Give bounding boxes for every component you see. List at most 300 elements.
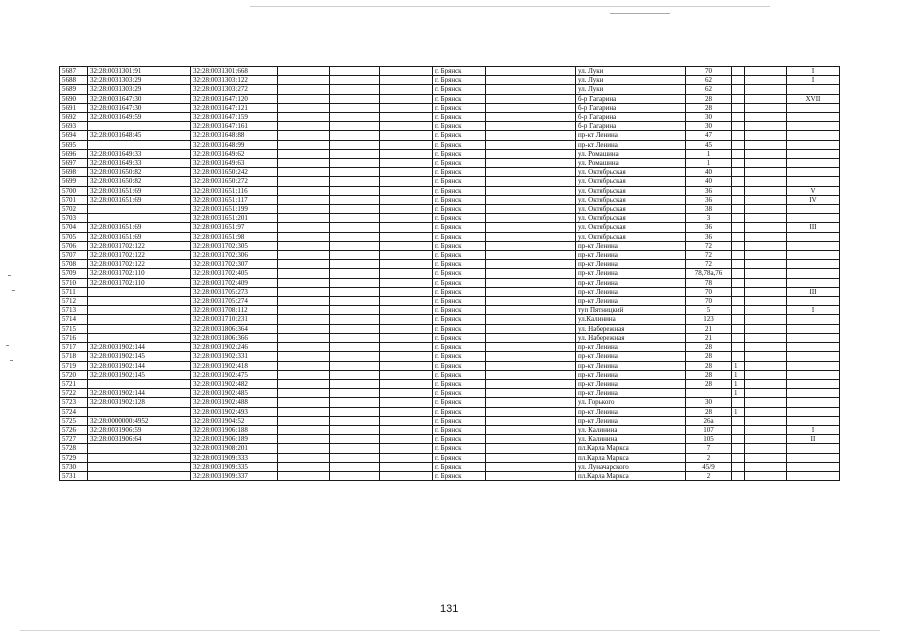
house-number-cell: 1 bbox=[686, 159, 732, 168]
margin-mark bbox=[12, 290, 15, 291]
empty-cell bbox=[745, 214, 787, 223]
house-number-cell: 36 bbox=[686, 195, 732, 204]
premises-numeral-cell bbox=[787, 324, 840, 333]
empty-cell bbox=[486, 260, 576, 269]
empty-cell bbox=[745, 333, 787, 342]
flag-cell bbox=[732, 122, 745, 131]
empty-cell bbox=[380, 76, 433, 85]
empty-cell bbox=[486, 168, 576, 177]
object-cadastral-number-cell: 32:28:0031651:117 bbox=[191, 195, 278, 204]
premises-numeral-cell: I bbox=[787, 76, 840, 85]
street-cell: пр-кт Ленина bbox=[576, 416, 686, 425]
row-number-cell: 5699 bbox=[60, 177, 88, 186]
land-cadastral-number-cell: 32:28:0031902:145 bbox=[88, 370, 191, 379]
empty-cell bbox=[380, 471, 433, 480]
row-number-cell: 5718 bbox=[60, 352, 88, 361]
empty-cell bbox=[745, 315, 787, 324]
empty-cell bbox=[330, 462, 380, 471]
object-cadastral-number-cell: 32:28:0031301:668 bbox=[191, 67, 278, 76]
empty-cell bbox=[745, 177, 787, 186]
flag-cell: 1 bbox=[732, 361, 745, 370]
empty-cell bbox=[380, 149, 433, 158]
empty-cell bbox=[745, 352, 787, 361]
table-row bbox=[60, 269, 840, 278]
flag-cell bbox=[732, 85, 745, 94]
premises-numeral-cell bbox=[787, 113, 840, 122]
object-cadastral-number-cell: 32:28:0031648:99 bbox=[191, 140, 278, 149]
row-number-cell: 5726 bbox=[60, 425, 88, 434]
object-cadastral-number-cell: 32:28:0031651:199 bbox=[191, 205, 278, 214]
empty-cell bbox=[278, 168, 330, 177]
table-row bbox=[60, 407, 840, 416]
empty-cell bbox=[486, 85, 576, 94]
city-cell: г. Брянск bbox=[433, 251, 486, 260]
premises-numeral-cell bbox=[787, 103, 840, 112]
flag-cell bbox=[732, 471, 745, 480]
house-number-cell: 26а bbox=[686, 416, 732, 425]
empty-cell bbox=[745, 195, 787, 204]
object-cadastral-number-cell: 32:28:0031649:63 bbox=[191, 159, 278, 168]
registry-table-body bbox=[60, 67, 840, 481]
land-cadastral-number-cell: 32:28:0031650:82 bbox=[88, 168, 191, 177]
premises-numeral-cell bbox=[787, 379, 840, 388]
table-row bbox=[60, 361, 840, 370]
row-number-cell: 5691 bbox=[60, 103, 88, 112]
row-number-cell: 5697 bbox=[60, 159, 88, 168]
object-cadastral-number-cell: 32:28:0031303:272 bbox=[191, 85, 278, 94]
street-cell: ул. Ромашина bbox=[576, 149, 686, 158]
premises-numeral-cell bbox=[787, 398, 840, 407]
empty-cell bbox=[278, 315, 330, 324]
house-number-cell: 28 bbox=[686, 379, 732, 388]
house-number-cell: 105 bbox=[686, 435, 732, 444]
land-cadastral-number-cell: 32:28:0031651:69 bbox=[88, 232, 191, 241]
registry-table bbox=[59, 66, 840, 481]
empty-cell bbox=[380, 416, 433, 425]
empty-cell bbox=[278, 232, 330, 241]
street-cell: ул. Октябрьская bbox=[576, 195, 686, 204]
empty-cell bbox=[330, 241, 380, 250]
table-row bbox=[60, 278, 840, 287]
street-cell: ул. Октябрьская bbox=[576, 186, 686, 195]
house-number-cell: 2 bbox=[686, 453, 732, 462]
object-cadastral-number-cell: 32:28:0031902:488 bbox=[191, 398, 278, 407]
empty-cell bbox=[486, 269, 576, 278]
object-cadastral-number-cell: 32:28:0031705:274 bbox=[191, 297, 278, 306]
empty-cell bbox=[745, 453, 787, 462]
empty-cell bbox=[745, 269, 787, 278]
table-row bbox=[60, 177, 840, 186]
row-number-cell: 5723 bbox=[60, 398, 88, 407]
table-row bbox=[60, 352, 840, 361]
house-number-cell: 72 bbox=[686, 260, 732, 269]
row-number-cell: 5703 bbox=[60, 214, 88, 223]
house-number-cell: 7 bbox=[686, 444, 732, 453]
empty-cell bbox=[486, 76, 576, 85]
street-cell: пр-кт Ленина bbox=[576, 407, 686, 416]
street-cell: ул.Калинина bbox=[576, 315, 686, 324]
row-number-cell: 5702 bbox=[60, 205, 88, 214]
empty-cell bbox=[745, 223, 787, 232]
empty-cell bbox=[745, 416, 787, 425]
street-cell: ул. Набережная bbox=[576, 333, 686, 342]
empty-cell bbox=[486, 425, 576, 434]
table-row bbox=[60, 389, 840, 398]
row-number-cell: 5717 bbox=[60, 343, 88, 352]
street-cell: ул. Октябрьская bbox=[576, 223, 686, 232]
empty-cell bbox=[745, 425, 787, 434]
empty-cell bbox=[486, 398, 576, 407]
flag-cell bbox=[732, 287, 745, 296]
city-cell: г. Брянск bbox=[433, 76, 486, 85]
empty-cell bbox=[330, 195, 380, 204]
empty-cell bbox=[278, 159, 330, 168]
empty-cell bbox=[745, 186, 787, 195]
land-cadastral-number-cell bbox=[88, 471, 191, 480]
city-cell: г. Брянск bbox=[433, 352, 486, 361]
empty-cell bbox=[380, 315, 433, 324]
empty-cell bbox=[745, 67, 787, 76]
house-number-cell bbox=[686, 389, 732, 398]
empty-cell bbox=[278, 352, 330, 361]
land-cadastral-number-cell: 32:28:0031303:29 bbox=[88, 85, 191, 94]
table-row bbox=[60, 232, 840, 241]
row-number-cell: 5713 bbox=[60, 306, 88, 315]
empty-cell bbox=[278, 251, 330, 260]
empty-cell bbox=[330, 168, 380, 177]
empty-cell bbox=[486, 333, 576, 342]
row-number-cell: 5722 bbox=[60, 389, 88, 398]
flag-cell: 1 bbox=[732, 370, 745, 379]
empty-cell bbox=[380, 251, 433, 260]
empty-cell bbox=[745, 343, 787, 352]
premises-numeral-cell bbox=[787, 453, 840, 462]
empty-cell bbox=[330, 269, 380, 278]
flag-cell bbox=[732, 278, 745, 287]
street-cell: пр-кт Ленина bbox=[576, 379, 686, 388]
flag-cell bbox=[732, 241, 745, 250]
object-cadastral-number-cell: 32:28:0031908:201 bbox=[191, 444, 278, 453]
street-cell: ул. Октябрьская bbox=[576, 232, 686, 241]
empty-cell bbox=[486, 379, 576, 388]
flag-cell bbox=[732, 214, 745, 223]
premises-numeral-cell: IV bbox=[787, 195, 840, 204]
premises-numeral-cell bbox=[787, 407, 840, 416]
land-cadastral-number-cell bbox=[88, 379, 191, 388]
object-cadastral-number-cell: 32:28:0031651:116 bbox=[191, 186, 278, 195]
object-cadastral-number-cell: 32:28:0031909:333 bbox=[191, 453, 278, 462]
empty-cell bbox=[278, 122, 330, 131]
street-cell: пр-кт Ленина bbox=[576, 389, 686, 398]
empty-cell bbox=[330, 435, 380, 444]
row-number-cell: 5704 bbox=[60, 223, 88, 232]
city-cell: г. Брянск bbox=[433, 462, 486, 471]
object-cadastral-number-cell: 32:28:0031650:272 bbox=[191, 177, 278, 186]
premises-numeral-cell bbox=[787, 205, 840, 214]
empty-cell bbox=[330, 67, 380, 76]
table-row bbox=[60, 379, 840, 388]
empty-cell bbox=[278, 269, 330, 278]
house-number-cell: 30 bbox=[686, 122, 732, 131]
house-number-cell: 45/9 bbox=[686, 462, 732, 471]
city-cell: г. Брянск bbox=[433, 416, 486, 425]
premises-numeral-cell bbox=[787, 214, 840, 223]
empty-cell bbox=[486, 287, 576, 296]
table-row bbox=[60, 435, 840, 444]
flag-cell bbox=[732, 140, 745, 149]
empty-cell bbox=[330, 287, 380, 296]
premises-numeral-cell bbox=[787, 278, 840, 287]
empty-cell bbox=[745, 113, 787, 122]
empty-cell bbox=[486, 177, 576, 186]
street-cell: пр-кт Ленина bbox=[576, 287, 686, 296]
street-cell: б-р Гагарина bbox=[576, 103, 686, 112]
row-number-cell: 5725 bbox=[60, 416, 88, 425]
empty-cell bbox=[278, 425, 330, 434]
street-cell: пл.Карла Маркса bbox=[576, 453, 686, 462]
street-cell: пр-кт Ленина bbox=[576, 269, 686, 278]
empty-cell bbox=[486, 103, 576, 112]
empty-cell bbox=[330, 444, 380, 453]
city-cell: г. Брянск bbox=[433, 67, 486, 76]
object-cadastral-number-cell: 32:28:0031705:273 bbox=[191, 287, 278, 296]
city-cell: г. Брянск bbox=[433, 297, 486, 306]
street-cell: ул. Луки bbox=[576, 85, 686, 94]
city-cell: г. Брянск bbox=[433, 389, 486, 398]
empty-cell bbox=[745, 278, 787, 287]
empty-cell bbox=[745, 471, 787, 480]
empty-cell bbox=[486, 140, 576, 149]
house-number-cell: 78 bbox=[686, 278, 732, 287]
object-cadastral-number-cell: 32:28:0031303:122 bbox=[191, 76, 278, 85]
flag-cell bbox=[732, 453, 745, 462]
empty-cell bbox=[486, 315, 576, 324]
table-row bbox=[60, 425, 840, 434]
object-cadastral-number-cell: 32:28:0031702:306 bbox=[191, 251, 278, 260]
row-number-cell: 5729 bbox=[60, 453, 88, 462]
row-number-cell: 5688 bbox=[60, 76, 88, 85]
empty-cell bbox=[330, 186, 380, 195]
object-cadastral-number-cell: 32:28:0031702:307 bbox=[191, 260, 278, 269]
empty-cell bbox=[380, 186, 433, 195]
table-row bbox=[60, 113, 840, 122]
flag-cell bbox=[732, 131, 745, 140]
empty-cell bbox=[486, 462, 576, 471]
object-cadastral-number-cell: 32:28:0031906:188 bbox=[191, 425, 278, 434]
empty-cell bbox=[278, 149, 330, 158]
house-number-cell: 70 bbox=[686, 67, 732, 76]
empty-cell bbox=[486, 251, 576, 260]
row-number-cell: 5687 bbox=[60, 67, 88, 76]
premises-numeral-cell: II bbox=[787, 435, 840, 444]
empty-cell bbox=[330, 306, 380, 315]
empty-cell bbox=[380, 67, 433, 76]
house-number-cell: 3 bbox=[686, 214, 732, 223]
land-cadastral-number-cell bbox=[88, 205, 191, 214]
premises-numeral-cell bbox=[787, 241, 840, 250]
table-row bbox=[60, 76, 840, 85]
object-cadastral-number-cell: 32:28:0031647:121 bbox=[191, 103, 278, 112]
flag-cell bbox=[732, 435, 745, 444]
empty-cell bbox=[745, 462, 787, 471]
object-cadastral-number-cell: 32:28:0031902:482 bbox=[191, 379, 278, 388]
empty-cell bbox=[380, 379, 433, 388]
house-number-cell: 30 bbox=[686, 113, 732, 122]
flag-cell bbox=[732, 398, 745, 407]
city-cell: г. Брянск bbox=[433, 177, 486, 186]
empty-cell bbox=[380, 85, 433, 94]
empty-cell bbox=[486, 370, 576, 379]
row-number-cell: 5707 bbox=[60, 251, 88, 260]
city-cell: г. Брянск bbox=[433, 324, 486, 333]
street-cell: пр-кт Ленина bbox=[576, 131, 686, 140]
empty-cell bbox=[380, 159, 433, 168]
row-number-cell: 5694 bbox=[60, 131, 88, 140]
empty-cell bbox=[330, 315, 380, 324]
premises-numeral-cell bbox=[787, 361, 840, 370]
row-number-cell: 5706 bbox=[60, 241, 88, 250]
land-cadastral-number-cell: 32:28:0000000:4952 bbox=[88, 416, 191, 425]
empty-cell bbox=[486, 306, 576, 315]
empty-cell bbox=[330, 416, 380, 425]
object-cadastral-number-cell: 32:28:0031702:405 bbox=[191, 269, 278, 278]
city-cell: г. Брянск bbox=[433, 149, 486, 158]
land-cadastral-number-cell: 32:28:0031902:128 bbox=[88, 398, 191, 407]
flag-cell bbox=[732, 76, 745, 85]
empty-cell bbox=[330, 113, 380, 122]
empty-cell bbox=[380, 425, 433, 434]
premises-numeral-cell: I bbox=[787, 425, 840, 434]
empty-cell bbox=[486, 435, 576, 444]
empty-cell bbox=[330, 214, 380, 223]
table-row bbox=[60, 471, 840, 480]
flag-cell bbox=[732, 324, 745, 333]
empty-cell bbox=[745, 324, 787, 333]
empty-cell bbox=[380, 398, 433, 407]
flag-cell bbox=[732, 333, 745, 342]
empty-cell bbox=[278, 389, 330, 398]
city-cell: г. Брянск bbox=[433, 453, 486, 462]
table-row bbox=[60, 324, 840, 333]
city-cell: г. Брянск bbox=[433, 306, 486, 315]
house-number-cell: 38 bbox=[686, 205, 732, 214]
flag-cell bbox=[732, 425, 745, 434]
city-cell: г. Брянск bbox=[433, 398, 486, 407]
table-row bbox=[60, 251, 840, 260]
empty-cell bbox=[380, 223, 433, 232]
table-row bbox=[60, 343, 840, 352]
house-number-cell: 40 bbox=[686, 168, 732, 177]
street-cell: ул. Набережная bbox=[576, 324, 686, 333]
house-number-cell: 78,78а,76 bbox=[686, 269, 732, 278]
row-number-cell: 5695 bbox=[60, 140, 88, 149]
table-row bbox=[60, 444, 840, 453]
premises-numeral-cell bbox=[787, 370, 840, 379]
empty-cell bbox=[380, 361, 433, 370]
flag-cell bbox=[732, 315, 745, 324]
premises-numeral-cell bbox=[787, 444, 840, 453]
premises-numeral-cell bbox=[787, 232, 840, 241]
land-cadastral-number-cell: 32:28:0031702:110 bbox=[88, 278, 191, 287]
house-number-cell: 72 bbox=[686, 251, 732, 260]
empty-cell bbox=[380, 232, 433, 241]
object-cadastral-number-cell: 32:28:0031902:485 bbox=[191, 389, 278, 398]
margin-mark bbox=[10, 360, 13, 361]
street-cell: б-р Гагарина bbox=[576, 113, 686, 122]
land-cadastral-number-cell: 32:28:0031702:122 bbox=[88, 260, 191, 269]
street-cell: ул. Горького bbox=[576, 398, 686, 407]
empty-cell bbox=[278, 186, 330, 195]
land-cadastral-number-cell bbox=[88, 324, 191, 333]
land-cadastral-number-cell bbox=[88, 297, 191, 306]
row-number-cell: 5705 bbox=[60, 232, 88, 241]
premises-numeral-cell bbox=[787, 471, 840, 480]
row-number-cell: 5693 bbox=[60, 122, 88, 131]
object-cadastral-number-cell: 32:28:0031651:97 bbox=[191, 223, 278, 232]
empty-cell bbox=[380, 324, 433, 333]
premises-numeral-cell bbox=[787, 416, 840, 425]
city-cell: г. Брянск bbox=[433, 343, 486, 352]
premises-numeral-cell: III bbox=[787, 223, 840, 232]
empty-cell bbox=[278, 453, 330, 462]
land-cadastral-number-cell bbox=[88, 333, 191, 342]
city-cell: г. Брянск bbox=[433, 361, 486, 370]
empty-cell bbox=[380, 453, 433, 462]
city-cell: г. Брянск bbox=[433, 241, 486, 250]
object-cadastral-number-cell: 32:28:0031647:161 bbox=[191, 122, 278, 131]
land-cadastral-number-cell bbox=[88, 122, 191, 131]
row-number-cell: 5730 bbox=[60, 462, 88, 471]
table-row bbox=[60, 122, 840, 131]
empty-cell bbox=[745, 159, 787, 168]
flag-cell bbox=[732, 94, 745, 103]
empty-cell bbox=[486, 223, 576, 232]
flag-cell bbox=[732, 103, 745, 112]
flag-cell bbox=[732, 462, 745, 471]
table-row bbox=[60, 94, 840, 103]
empty-cell bbox=[278, 333, 330, 342]
empty-cell bbox=[745, 370, 787, 379]
empty-cell bbox=[745, 168, 787, 177]
object-cadastral-number-cell: 32:28:0031702:305 bbox=[191, 241, 278, 250]
empty-cell bbox=[330, 232, 380, 241]
object-cadastral-number-cell: 32:28:0031904:52 bbox=[191, 416, 278, 425]
empty-cell bbox=[380, 343, 433, 352]
empty-cell bbox=[278, 343, 330, 352]
empty-cell bbox=[278, 103, 330, 112]
empty-cell bbox=[380, 444, 433, 453]
empty-cell bbox=[330, 131, 380, 140]
row-number-cell: 5692 bbox=[60, 113, 88, 122]
house-number-cell: 45 bbox=[686, 140, 732, 149]
table-row bbox=[60, 398, 840, 407]
flag-cell bbox=[732, 260, 745, 269]
empty-cell bbox=[278, 214, 330, 223]
empty-cell bbox=[380, 122, 433, 131]
house-number-cell: 28 bbox=[686, 407, 732, 416]
city-cell: г. Брянск bbox=[433, 287, 486, 296]
empty-cell bbox=[486, 214, 576, 223]
land-cadastral-number-cell bbox=[88, 444, 191, 453]
empty-cell bbox=[380, 370, 433, 379]
table-row bbox=[60, 140, 840, 149]
street-cell: пр-кт Ленина bbox=[576, 370, 686, 379]
row-number-cell: 5716 bbox=[60, 333, 88, 342]
empty-cell bbox=[745, 94, 787, 103]
object-cadastral-number-cell: 32:28:0031902:331 bbox=[191, 352, 278, 361]
empty-cell bbox=[380, 287, 433, 296]
empty-cell bbox=[486, 113, 576, 122]
